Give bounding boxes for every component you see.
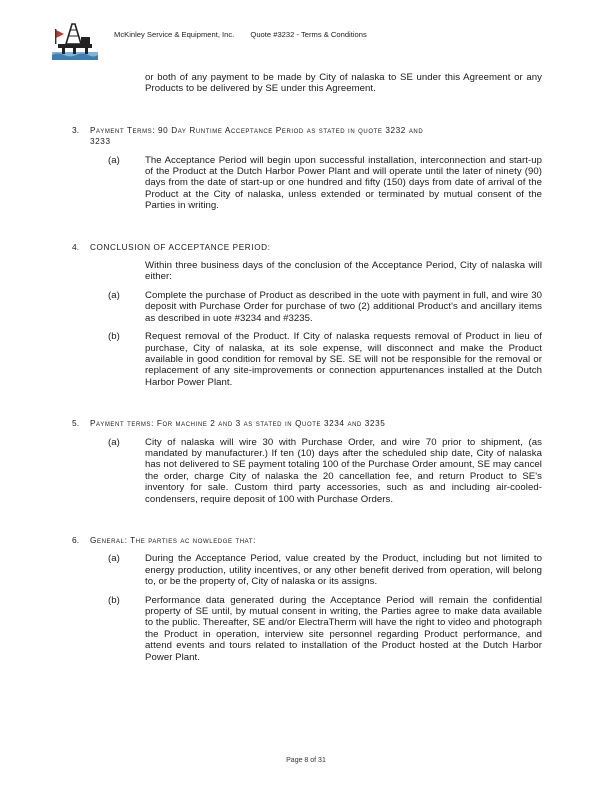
item-text: The Acceptance Period will begin upon successful installation, interconnection and start-up of the Product at the Dutch Harbor Power Plant and will operate until the later of ninety (90) days from the date of start-up or one hundred and fifty (150) days from date of arrival of the Product at the City of nalaska, unless extended or terminated by mutual consent of the Parties in writing.: [145, 154, 542, 212]
section-3: [72, 125, 542, 212]
section-heading: [90, 125, 542, 148]
item-label: (a): [108, 289, 120, 301]
list-item: [72, 155, 542, 212]
section-4: [72, 242, 542, 388]
item-text: Complete the purchase of Product as described in the uote with payment in full, and wire 30 deposit with Purchase Order for purchase of two (2) additional Product's and ancillary items as described in uote #3234 and #3235.: [145, 289, 542, 324]
section-lead: Within three business days of the conclusion of the Acceptance Period, City of nalaska will either:: [145, 260, 542, 283]
item-text: During the Acceptance Period, value created by the Product, including but not limited to energy production, utility incentives, or any other benefit derived from operation, will belong to, or be the property of, City of nalaska or its assigns.: [145, 553, 542, 588]
item-label: (a): [108, 154, 120, 166]
section-5: [72, 418, 542, 505]
section-heading: Payment terms: For machine 2 and 3 as stated in Quote 3234 and 3235: [90, 419, 386, 429]
list-item: [72, 595, 542, 663]
page-footer: [0, 757, 612, 764]
item-label: (a): [108, 436, 120, 448]
section-number: 5.: [72, 418, 80, 429]
list-item: [72, 437, 542, 505]
list-item: [72, 331, 542, 388]
page-number: Page 8 of 31: [286, 757, 326, 764]
section-heading: CONCLUSION OF ACCEPTANCE PERIOD:: [90, 242, 271, 252]
list-item: [72, 290, 542, 324]
list-item: [72, 553, 542, 587]
section-heading-line: Payment Terms: 90 Day Runtime Acceptance Period as stated in quote 3232 and: [90, 125, 424, 135]
header-title: [114, 30, 367, 39]
item-text: City of nalaska will wire 30 with Purchase Order, and wire 70 prior to shipment, (as mandated by manufacturer.) If ten (10) days after the scheduled ship date, City of nalaska has not delivered to SE payment totaling 100 of the Purchase Order amount, SE may cancel the order, charge City of nalaska the 20 cancellation fee, and return Product to SE's inventory for sale. Custom third party accessories, such as and including air-cooled-condensers, require deposit of 100 with Purchase Orders.: [145, 436, 542, 505]
quote-title: Quote #3232 - Terms & Conditions: [250, 30, 367, 39]
section-6: [72, 535, 542, 663]
item-label: (a): [108, 553, 120, 565]
page-header: [48, 18, 578, 58]
document-body: [72, 72, 542, 663]
item-text: Performance data generated during the Acceptance Period will remain the confidential property of SE until, by mutual consent in writing, the Parties agree to make data available to the public. Thereafter, SE and/or ElectraTherm will have the right to video and photograph the Product in operation, interview site personnel regarding Product performance, and attend events and tours related to installation of the Product hosted at the Dutch Harbor Power Plant.: [145, 594, 542, 663]
intro-paragraph: or both of any payment to be made by City of nalaska to SE under this Agreement or any Products to be delivered by SE under this Agreement.: [145, 72, 542, 95]
section-number: 4.: [72, 241, 80, 252]
section-heading-continuation: 3233: [90, 137, 111, 147]
section-number: 3.: [72, 124, 80, 135]
oil-rig-logo-icon: [52, 22, 98, 60]
section-number: 6.: [72, 534, 80, 545]
item-label: (b): [108, 594, 120, 606]
section-heading: General: The parties ac nowledge that:: [90, 535, 256, 545]
company-name: McKinley Service & Equipment, Inc.: [114, 30, 235, 39]
item-label: (b): [108, 331, 120, 343]
item-text: Request removal of the Product. If City of nalaska requests removal of Product in lieu of purchase, City of nalaska, at its sole expense, will disconnect and make the Product available in good condition for removal by SE. SE will not be responsible for the removal or replacement of any site-improvements or connection appurtenances installed at the Dutch Harbor Power Plant.: [145, 331, 542, 388]
